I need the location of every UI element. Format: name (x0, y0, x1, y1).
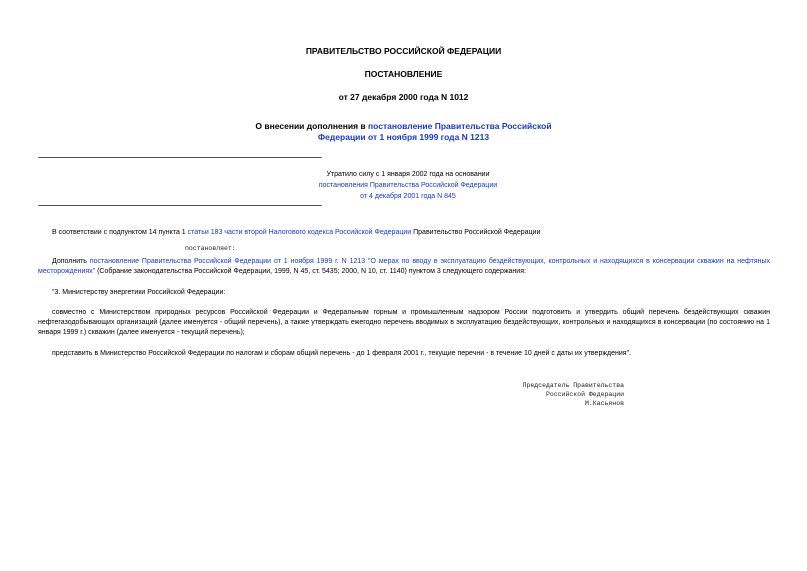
signature-block (470, 381, 624, 408)
decree-word: постановляет: (185, 245, 236, 252)
document-date: от 27 декабря 2000 года N 1012 (338, 92, 469, 102)
signature-org: Российской Федерации (545, 391, 624, 398)
paragraph-amend (38, 257, 770, 277)
notice-link-decree[interactable]: постановления Правительства Российской Федерации (318, 182, 498, 189)
title-prefix: О внесении дополнения в (255, 121, 369, 131)
paragraph-submit: представить в Министерство Российской Федерации по налогам и сборам общий перечень - до 1 февраля 2001 г., текущие перечни - в течение 10 дней с даты их утверждения". (52, 350, 631, 357)
paragraph-basis (38, 228, 770, 238)
document-type-heading: ПОСТАНОВЛЕНИЕ (364, 69, 443, 79)
divider-bottom (38, 205, 322, 206)
p2-prefix: Дополнить (52, 258, 90, 265)
title-link-line2[interactable]: Федерации от 1 ноября 1999 года N 1213 (317, 132, 490, 142)
decree-1213-link[interactable]: постановление Правительства Российской Федерации от 1 ноября 1999 г. N 1213 "О мерах по вводу в эксплуатацию бездействующих, контрольных и находящихся в консервации скважин на нефтяных месторождениях" (38, 258, 771, 275)
signature-name: М.Касьянов (584, 400, 624, 407)
divider-top (38, 157, 322, 158)
notice-text: Утратило силу с 1 января 2002 года на основании (326, 171, 490, 178)
p1-suffix: Правительство Российской Федерации (411, 229, 541, 236)
signature-title: Председатель Правительства (522, 382, 624, 389)
p1-prefix: В соответствии с подпунктом 14 пункта 1 (52, 229, 188, 236)
paragraph-point3: "3. Министерству энергетики Российской Федерации: (52, 289, 226, 296)
paragraph-joint: совместно с Министерством природных ресурсов Российской Федерации и Федеральным горным и промышленным надзором России подготовить и утвердить общий перечень бездействующих скважин нефтегазодобывающих организаций (далее именуется - общий перечень), а также утверждать ежегодно перечень вводимых в эксплуатацию бездействующих, контрольных и находящихся в консервации (по состоянию на 1 января 1999 г.) скважин (далее именуется - текущий перечень); (38, 309, 770, 336)
repeal-notice (238, 169, 578, 202)
tax-code-link[interactable]: статьи 183 части второй Налогового кодекса Российской Федерации (187, 229, 412, 236)
p2-suffix: (Собрание законодательства Российской Федерации, 1999, N 45, ст. 5435; 2000, N 10, ст. 1140) пунктом 3 следующего содержания: (95, 268, 526, 275)
government-heading: ПРАВИТЕЛЬСТВО РОССИЙСКОЙ ФЕДЕРАЦИИ (305, 46, 502, 56)
notice-link-date[interactable]: от 4 декабря 2001 года N 845 (360, 193, 456, 200)
title-link-line1[interactable]: постановление Правительства Российской (368, 121, 552, 131)
document-title (0, 121, 807, 143)
